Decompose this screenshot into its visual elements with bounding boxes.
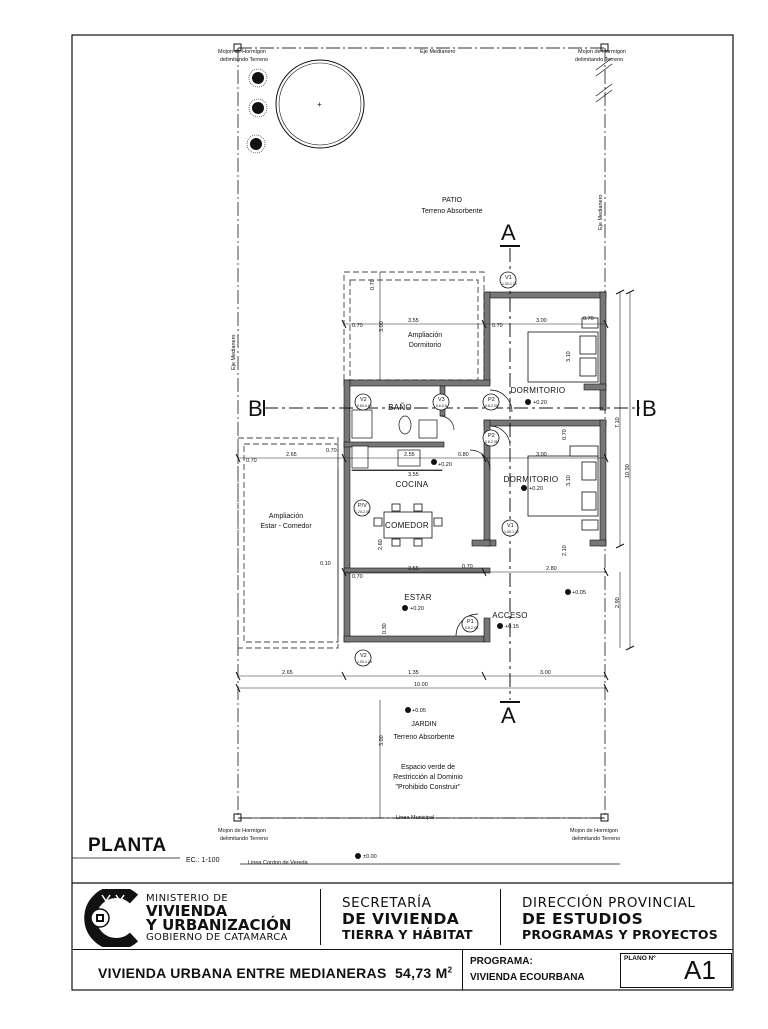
mojon-tr-line1: Mojon de Hormigon <box>578 49 626 55</box>
eje-medianero-top: Eje Medianero <box>420 49 456 55</box>
eje-medianero-left: Eje Medianero <box>231 334 237 370</box>
tag-v1-bottom-size: 1.00-1.20 <box>504 530 519 534</box>
tag-pv-size: 1.20-2.05 <box>355 510 370 514</box>
level-vereda: ±0.00 <box>363 854 377 860</box>
dim-070-b: 0.70 <box>492 323 503 329</box>
ministry-name <box>146 893 291 943</box>
mojon-bl-line1: Mojon de Hormigon <box>218 828 266 834</box>
mojon-tl-line2: delimitando Terreno <box>220 57 269 63</box>
mojon-br-line1: Mojon de Hormigon <box>570 828 618 834</box>
section-a-top: A <box>501 220 516 245</box>
dim-290: 2.90 <box>615 597 621 608</box>
patio-label: PATIO <box>442 197 462 204</box>
project-title-text: VIVIENDA URBANA ENTRE MEDIANERAS 54,73 M <box>98 965 448 981</box>
mojon-tl-line1: Mojon de Hormigon <box>218 49 266 55</box>
dim-310-b: 3.10 <box>566 475 572 486</box>
dim-300-bottom: 3.00 <box>540 670 551 676</box>
room-dormitorio-1: DORMITORIO <box>510 386 566 395</box>
ministry-logo-icon <box>82 889 142 947</box>
room-cocina: COCINA <box>395 480 429 489</box>
secretaria-block <box>342 895 473 943</box>
dim-710: 7.10 <box>615 417 621 428</box>
linea-cordon-label: Linea Cordon de Vereda <box>248 860 308 866</box>
level-bano: +0.20 <box>438 462 452 468</box>
tag-v3: V3 <box>438 397 445 403</box>
tag-p1: P1 <box>467 619 474 625</box>
section-b-right: B <box>642 396 657 421</box>
tag-p2-b-size: 0.8-2.05 <box>485 440 498 444</box>
dim-265: 2.65 <box>286 452 297 458</box>
svg-text:+: + <box>317 100 322 109</box>
secretaria-line1: SECRETARÍA <box>342 895 432 911</box>
mojon-tr-line2: delimitando Terreno <box>575 57 624 63</box>
level-dorm-1: +0.20 <box>533 400 547 406</box>
ampl-estar-label: Ampliación <box>268 513 304 520</box>
title-block <box>72 883 733 990</box>
dim-300-jardin: 3.00 <box>379 735 385 746</box>
room-bano: BAÑO <box>388 403 412 412</box>
programa-label: PROGRAMA: <box>470 956 533 967</box>
dim-280: 2.80 <box>546 566 557 572</box>
tag-p2-a-size: 0.8-2.05 <box>485 404 498 408</box>
shrub-icons <box>247 69 267 153</box>
room-comedor: COMEDOR <box>385 521 429 530</box>
ministry-line4: GOBIERNO DE CATAMARCA <box>146 932 288 943</box>
room-estar: ESTAR <box>404 593 432 602</box>
dim-070-f: 0.70 <box>352 574 363 580</box>
programa-value: VIVIENDA ECOURBANA <box>470 972 585 983</box>
dim-355-top: 3.55 <box>408 318 419 324</box>
tag-v1-top-size: 1.00-1.20 <box>502 282 517 286</box>
bathroom-fixtures <box>352 410 442 471</box>
jardin-label: JARDIN <box>411 721 437 728</box>
dim-300-top: 3.00 <box>536 318 547 324</box>
espacio-verde-line3: "Prohibido Construir" <box>395 784 461 791</box>
break-marks <box>596 58 612 102</box>
patio-sublabel: Terreno Absorbente <box>421 208 483 215</box>
project-title-superscript: 2 <box>447 965 453 975</box>
eje-medianero-right: Eje Medianero <box>598 194 604 230</box>
dim-260-vertical: 2.60 <box>378 539 384 550</box>
dim-1000: 10.00 <box>414 682 428 688</box>
tag-v2: V2 <box>360 397 367 403</box>
plano-label: PLANO Nº <box>624 955 656 962</box>
espacio-verde-line2: Restricción al Dominio <box>393 774 463 781</box>
tag-p1-size: 0.9-2.05 <box>465 626 478 630</box>
linea-municipal-label: Linea Municipal <box>396 815 435 821</box>
ministry-line3: Y URBANIZACIÓN <box>146 916 292 934</box>
ministry-line2: VIVIENDA <box>146 902 228 920</box>
dim-210-vertical: 2.10 <box>562 545 568 556</box>
tag-v1-bottom: V1 <box>507 523 514 529</box>
dim-135: 1.35 <box>408 670 419 676</box>
direccion-block <box>522 895 718 943</box>
tag-v3-size: 0.6-0.6 <box>436 404 447 408</box>
dim-080: 0.80 <box>458 452 469 458</box>
dim-265-bottom: 2.65 <box>282 670 293 676</box>
dim-030-vertical: 0.30 <box>382 623 388 634</box>
tag-v2-bottom-size: 1.00-1.20 <box>357 660 372 664</box>
project-title <box>98 965 452 981</box>
tag-p2-a: P2 <box>488 397 495 403</box>
tag-p2-b: P2 <box>488 433 495 439</box>
espacio-verde-line1: Espacio verde de <box>400 764 456 771</box>
section-a-bottom: A <box>501 703 516 728</box>
dim-355-mid: 3.55 <box>408 472 419 478</box>
tag-v2-size: 0.60-0.60 <box>357 404 372 408</box>
level-exterior: +0.05 <box>572 590 586 596</box>
dim-310-a: 3.10 <box>566 351 572 362</box>
ampl-estar-sublabel: Estar - Comedor <box>260 523 312 530</box>
mojon-bl-line2: delimitando Terreno <box>220 836 269 842</box>
dim-300-mid: 3.00 <box>536 452 547 458</box>
scale-label: EC.: 1-100 <box>186 857 220 864</box>
jardin-sublabel: Terreno Absorbente <box>393 734 455 741</box>
dim-355-low: 3.55 <box>408 566 419 572</box>
dim-1030: 10.30 <box>625 464 631 478</box>
secretaria-line3: TIERRA Y HÁBITAT <box>342 927 473 942</box>
plano-number: A1 <box>684 955 716 985</box>
mojon-br-line2: delimitando Terreno <box>572 836 621 842</box>
level-estar: +0.20 <box>410 606 424 612</box>
direccion-line3: PROGRAMAS Y PROYECTOS <box>522 927 718 942</box>
tag-v2-bottom: V2 <box>360 653 367 659</box>
dim-255: 2.55 <box>404 452 415 458</box>
door-swings <box>440 390 512 636</box>
direccion-line2: DE ESTUDIOS <box>522 910 644 928</box>
level-acceso: +0.15 <box>505 624 519 630</box>
dim-070-c: 0.70 <box>583 316 594 322</box>
dim-300-vertical: 3.00 <box>379 321 385 332</box>
tag-pv: P/V <box>358 503 367 509</box>
ampl-dorm-sublabel: Dormitorio <box>408 342 442 349</box>
dim-070-a: 0.70 <box>352 323 363 329</box>
dim-070-vertical-2: 0.70 <box>562 429 568 440</box>
ministry-line1: MINISTERIO DE <box>146 893 229 904</box>
dim-070-d: 0.70 <box>246 458 257 464</box>
level-dorm-2: +0.20 <box>529 486 543 492</box>
dim-010: 0.10 <box>320 561 331 567</box>
sheet-title: PLANTA <box>88 835 167 856</box>
ampl-dorm-label: Ampliación <box>407 332 443 339</box>
room-dormitorio-2: DORMITORIO <box>503 475 559 484</box>
secretaria-line2: DE VIVIENDA <box>342 910 460 928</box>
tag-v1-top: V1 <box>505 275 512 281</box>
dim-070-g: 0.70 <box>462 564 473 570</box>
level-jardin: +0.05 <box>412 708 426 714</box>
room-acceso: ACCESO <box>492 611 528 620</box>
direccion-line1: DIRECCIÓN PROVINCIAL <box>522 895 696 911</box>
dim-070-e: 0.70 <box>326 448 337 454</box>
dim-070-vertical: 0.70 <box>370 279 376 290</box>
section-b-left: B <box>248 396 263 421</box>
